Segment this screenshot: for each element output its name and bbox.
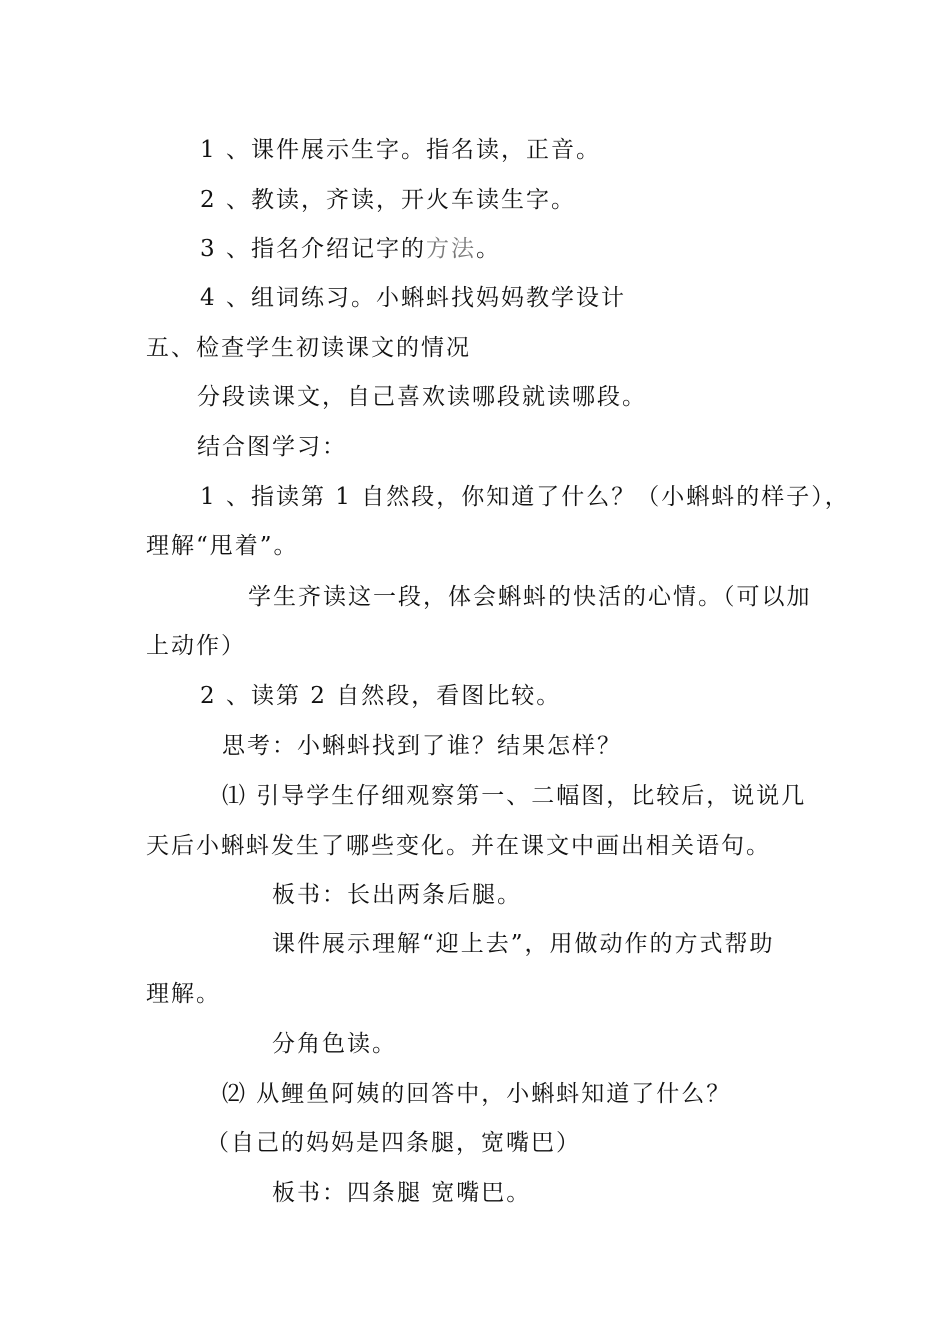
paragraph-line: 天后小蝌蚪发生了哪些变化。并在课文中画出相关语句。 (146, 833, 771, 859)
paragraph-line: ⑴ 引导学生仔细观察第一、二幅图，比较后，说说几 (222, 783, 807, 809)
paragraph-line: 课件展示理解“迎上去”，用做动作的方式帮助 (272, 931, 775, 957)
step-3-line (200, 234, 501, 264)
paragraph-line: 思考：小蝌蚪找到了谁？结果怎样？ (222, 733, 622, 759)
step-1-line: 1 、课件展示生字。指名读，正音。 (200, 137, 601, 163)
paragraph-line: （自己的妈妈是四条腿，宽嘴巴） (206, 1130, 581, 1156)
step-3-text: 3 、指名介绍记字的 (200, 236, 426, 262)
step-2-line: 2 、教读，齐读，开火车读生字。 (200, 187, 576, 213)
section-heading: 五、检查学生初读课文的情况 (146, 335, 471, 361)
paragraph-line: 2 、读第 2 自然段，看图比较。 (200, 683, 562, 709)
paragraph-line: 上动作） (146, 633, 246, 659)
paragraph-line: 板书：长出两条后腿。 (272, 882, 522, 908)
paragraph-line: 分角色读。 (272, 1031, 397, 1057)
paragraph-line: 理解“甩着”。 (146, 533, 299, 559)
paragraph-line: 板书：四条腿 宽嘴巴。 (272, 1180, 532, 1206)
paragraph-line: 1 、指读第 1 自然段，你知道了什么？（小蝌蚪的样子）， (200, 484, 850, 510)
paragraph-line: 学生齐读这一段，体会蝌蚪的快活的心情。（可以加 (248, 584, 812, 610)
step-3-period: 。 (475, 236, 501, 262)
step-4-line: 4 、组词练习。小蝌蚪找妈妈教学设计 (200, 285, 626, 311)
paragraph-line: ⑵ 从鲤鱼阿姨的回答中，小蝌蚪知道了什么？ (222, 1081, 732, 1107)
paragraph-line: 理解。 (146, 981, 221, 1007)
step-3-faded-word: 方法 (425, 236, 476, 262)
paragraph-line: 结合图学习： (197, 434, 347, 460)
paragraph-line: 分段读课文，自己喜欢读哪段就读哪段。 (197, 384, 647, 410)
